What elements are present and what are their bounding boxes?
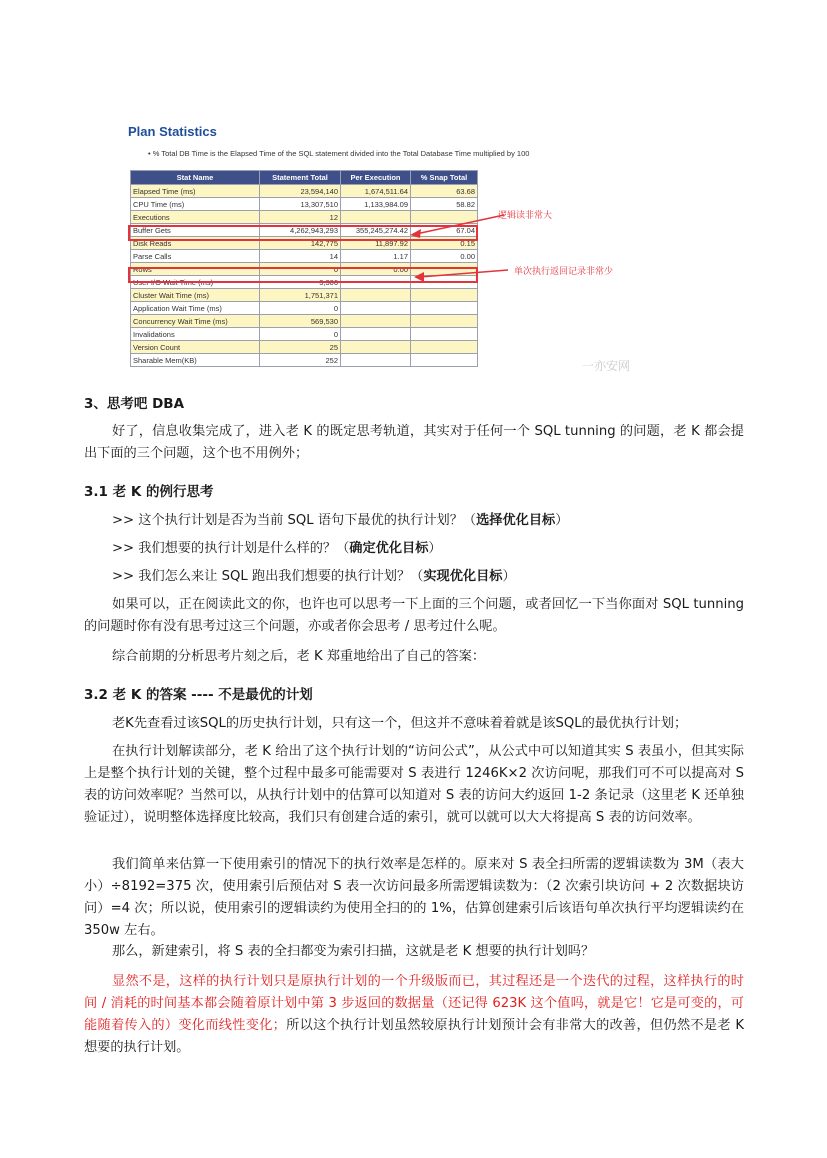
table-cell: 569,530: [260, 315, 341, 328]
annotation-arrows: [124, 118, 684, 386]
paragraph-3: 综合前期的分析思考片刻之后，老 K 郑重地给出了自己的答案：: [112, 649, 486, 664]
section-32-heading: 3.2 老 K 的答案 ---- 不是最优的计划: [84, 687, 313, 703]
paragraph-7: 那么，新建索引，将 S 表的全扫都变为索引扫描，这就是老 K 想要的执行计划吗？: [112, 944, 595, 959]
table-cell: 23,594,140: [260, 185, 341, 198]
table-cell: 0.00: [341, 263, 411, 276]
table-cell: 142,775: [260, 237, 341, 250]
table-cell: CPU Time (ms): [131, 198, 260, 211]
table-cell: Rows: [131, 263, 260, 276]
table-cell: Executions: [131, 211, 260, 224]
table-cell: Application Wait Time (ms): [131, 302, 260, 315]
table-cell: 13,307,510: [260, 198, 341, 211]
table-cell: Cluster Wait Time (ms): [131, 289, 260, 302]
paragraph-6: 我们简单来估算一下使用索引的情况下的执行效率是怎样的。原来对 S 表全扫所需的逻辑读数为 3M（表大小）÷8192=375 次，使用索引后预估对 S 表一次访问最多所需逻辑读数为：（2 次索引块访问 + 2 次数据块访问）=4 次；所以说，使用索引的逻辑读约为使用全扫的的 1%，估算创建索引后该语句单次执行平均逻辑读约在 350w 左右。: [84, 857, 744, 938]
table-cell: 0: [260, 302, 341, 315]
table-cell: 58.82: [411, 198, 478, 211]
question-1: >> 这个执行计划是否为当前 SQL 语句下最优的执行计划？（选择优化目标）: [112, 513, 569, 528]
column-header: Statement Total: [260, 171, 341, 185]
question-2: >> 我们想要的执行计划是什么样的？（确定优化目标）: [112, 541, 442, 556]
table-cell: 11,897.92: [341, 237, 411, 250]
table-cell: 0: [260, 328, 341, 341]
figure-note: • % Total DB Time is the Elapsed Time of the SQL statement divided into the Total Database Time multiplied by 100: [148, 149, 530, 158]
table-cell: 25: [260, 341, 341, 354]
paragraph-8-highlight: 显然不是，这样的执行计划只是原执行计划的一个升级版而已，其过程还是一个迭代的过程，这样执行的时间 / 消耗的时间基本都会随着原计划中第 3 步返回的数据量（还记得 623K 这个值吗，就是它！它是可变的，可能随着传入的）变化而线性变化；: [84, 974, 744, 1033]
table-cell: 252: [260, 354, 341, 367]
table-cell: 1,751,371: [260, 289, 341, 302]
table-cell: 14: [260, 250, 341, 263]
column-header: % Snap Total: [411, 171, 478, 185]
question-3: >> 我们怎么来让 SQL 跑出我们想要的执行计划？（实现优化目标）: [112, 569, 516, 584]
paragraph-5: 在执行计划解读部分，老 K 给出了这个执行计划的“访问公式”，从公式中可以知道其实 S 表虽小，但其实际上是整个执行计划的关键，整个过程中最多可能需要对 S 表进行 1246K×2 次访问呢，那我们可不可以提高对 S 表的访问效率呢？当然可以，从执行计划中的估算可以知道对 S 表的访问大约返回 1-2 条记录（这里老 K 还单独验证过），说明整体选择度比较高，我们只有创建合适的索引，就可以就可以大大将提高 S 表的访问效率。: [84, 744, 744, 825]
table-cell: 355,245,274.42: [341, 224, 411, 237]
section-3-heading: 3、思考吧 DBA: [84, 396, 185, 412]
table-cell: Invalidations: [131, 328, 260, 341]
table-cell: 1.17: [341, 250, 411, 263]
table-cell: 0.00: [411, 250, 478, 263]
table-cell: Version Count: [131, 341, 260, 354]
paragraph-2: 如果可以，正在阅读此文的你，也许也可以思考一下上面的三个问题，或者回忆一下当你面对 SQL tunning 的问题时你有没有思考过这三个问题，亦或者你会思考 / 思考过什么呢。: [84, 597, 744, 634]
table-cell: 63.68: [411, 185, 478, 198]
watermark: 一亦安网: [582, 359, 631, 373]
table-cell: 1,133,984.09: [341, 198, 411, 211]
table-cell: Parse Calls: [131, 250, 260, 263]
table-cell: Concurrency Wait Time (ms): [131, 315, 260, 328]
table-cell: Disk Reads: [131, 237, 260, 250]
table-cell: 0.15: [411, 237, 478, 250]
table-cell: User I/O Wait Time (ms): [131, 276, 260, 289]
paragraph-1: 好了，信息收集完成了，进入老 K 的既定思考轨道，其实对于任何一个 SQL tunning 的问题，老 K 都会提出下面的三个问题，这个也不用例外；: [84, 424, 744, 461]
table-cell: 67.04: [411, 224, 478, 237]
table-cell: Elapsed Time (ms): [131, 185, 260, 198]
column-header: Stat Name: [131, 171, 260, 185]
section-31-heading: 3.1 老 K 的例行思考: [84, 484, 214, 500]
column-header: Per Execution: [341, 171, 411, 185]
table-cell: 4,262,943,293: [260, 224, 341, 237]
annotation-rows: 单次执行返回记录非常少: [514, 266, 614, 276]
paragraph-8-rest: 所以这个执行计划虽然较原执行计划预计会有非常大的改善，但仍然不是老 K 想要的执行计划。: [84, 1018, 744, 1055]
table-cell: Sharable Mem(KB): [131, 354, 260, 367]
table-cell: 3,306: [260, 276, 341, 289]
table-cell: 1,674,511.64: [341, 185, 411, 198]
table-cell: 0: [260, 263, 341, 276]
table-cell: Buffer Gets: [131, 224, 260, 237]
annotation-logical-reads: 逻辑读非常大: [498, 210, 553, 220]
table-cell: 12: [260, 211, 341, 224]
paragraph-4: 老K先查看过该SQL的历史执行计划，只有这一个，但这并不意味着着就是该SQL的最优执行计划；: [112, 716, 688, 731]
figure-title: Plan Statistics: [128, 124, 217, 139]
paragraph-8: [84, 971, 744, 1059]
